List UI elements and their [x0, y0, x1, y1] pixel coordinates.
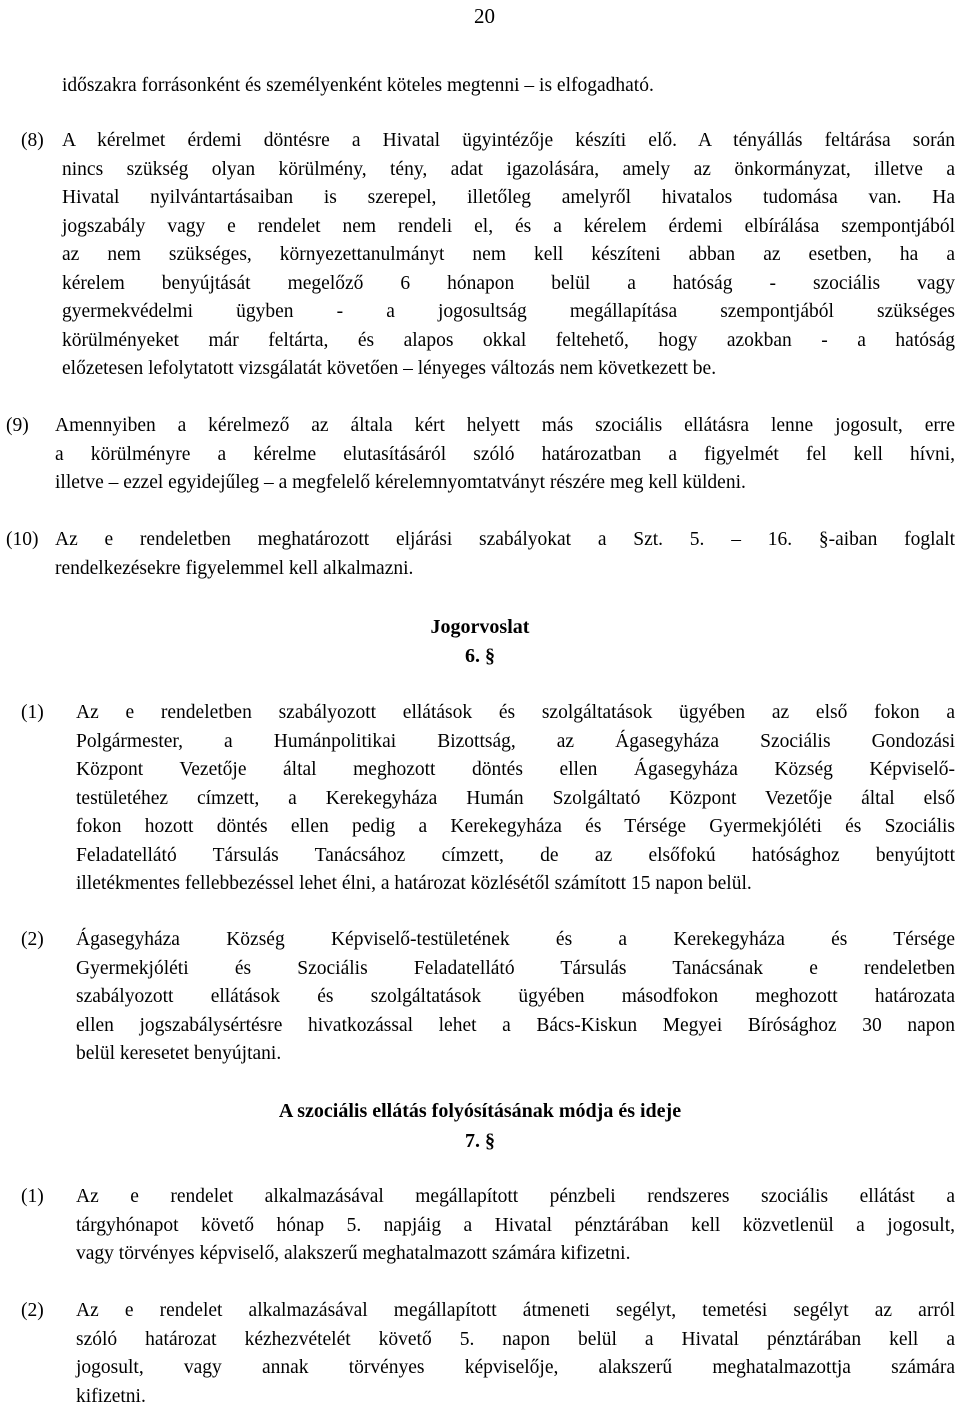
paragraph-number: (10)	[6, 526, 39, 555]
paragraph-number: (9)	[6, 412, 29, 441]
text-line: szabályozott ellátások és szolgáltatások ügyében másodfokon meghozott határozata	[76, 983, 955, 1012]
paragraph-9	[55, 412, 955, 498]
text-line: Feladatellátó Társulás Tanácsához címzett, de az elsőfokú hatósághoz benyújtott	[76, 842, 955, 871]
text-line: A kérelmet érdemi döntésre a Hivatal ügyintézője készíti elő. A tényállás feltárása során	[62, 127, 955, 156]
text-line: tárgyhónapot követő hónap 5. napjáig a Hivatal pénztárában kell közvetlenül a jogosult,	[76, 1212, 955, 1241]
text-line: jogosult, vagy annak törvényes képviselője, alakszerű meghatalmazottja számára	[76, 1354, 955, 1383]
text-line: körülményeket már feltárta, és alapos okkal feltehető, hogy azokban - a hatóság	[62, 327, 955, 356]
section-number: 7. §	[0, 1127, 960, 1156]
text-line: Az e rendelet alkalmazásával megállapított átmeneti segélyt, temetési segélyt az arról	[76, 1297, 955, 1326]
text-line: belül keresetet benyújtani.	[76, 1040, 955, 1069]
text-line: vagy törvényes képviselő, alakszerű meghatalmazott számára kifizetni.	[76, 1240, 955, 1269]
intro-text: időszakra forrásonként és személyenként köteles megtenni – is elfogadható.	[62, 72, 942, 101]
text-line: a körülményre a kérelme elutasításáról szóló határozatban a figyelmét fel kell hívni,	[55, 441, 955, 470]
section7-paragraph-1	[76, 1183, 955, 1269]
text-line: előzetesen lefolytatott vizsgálatát követően – lényeges változás nem következett be.	[62, 355, 955, 384]
text-line: Központ Vezetője által meghozott döntés ellen Ágasegyháza Község Képviselő-	[76, 756, 955, 785]
paragraph-number: (1)	[21, 699, 44, 728]
text-line: Az e rendelet alkalmazásával megállapított pénzbeli rendszeres szociális ellátást a	[76, 1183, 955, 1212]
text-line: ellen jogszabálysértésre hivatkozással lehet a Bács-Kiskun Megyei Bírósághoz 30 napon	[76, 1012, 955, 1041]
paragraph-number: (8)	[21, 127, 44, 156]
text-line: jogszabály vagy e rendelet nem rendeli el, és a kérelem érdemi elbírálása szempontjából	[62, 213, 955, 242]
page-number: 20	[474, 2, 495, 31]
text-line: illetékmentes fellebbezéssel lehet élni, a határozat közlésétől számított 15 napon belül.	[76, 870, 955, 899]
text-line: gyermekvédelmi ügyben - a jogosultság megállapítása szempontjából szükséges	[62, 298, 955, 327]
paragraph-10	[55, 526, 955, 583]
text-line: Amennyiben a kérelmező az általa kért helyett más szociális ellátásra lenne jogosult, erre	[55, 412, 955, 441]
text-line: Az e rendeletben meghatározott eljárási szabályokat a Szt. 5. – 16. §-aiban foglalt	[55, 526, 955, 555]
text-line: Ágasegyháza Község Képviselő-testületének és a Kerekegyháza és Térsége	[76, 926, 955, 955]
text-line: fokon hozott döntés ellen pedig a Kerekegyháza és Térsége Gyermekjóléti és Szociális	[76, 813, 955, 842]
text-line: testületéhez címzett, a Kerekegyháza Humán Szolgáltató Központ Vezetője által első	[76, 785, 955, 814]
text-line: az nem szükséges, környezettanulmányt nem kell készíteni abban az esetben, ha a	[62, 241, 955, 270]
text-line: rendelkezésekre figyelemmel kell alkalmazni.	[55, 555, 955, 584]
section-title: Jogorvoslat	[0, 613, 960, 642]
text-line: nincs szükség olyan körülmény, tény, adat igazolására, amely az önkormányzat, illetve a	[62, 156, 955, 185]
section6-paragraph-1	[76, 699, 955, 899]
text-line: illetve – ezzel egyidejűleg – a megfelelő kérelemnyomtatványt részére meg kell küldeni.	[55, 469, 955, 498]
section-number: 6. §	[0, 642, 960, 671]
text-line: Hivatal nyilvántartásaiban is szerepel, illetőleg amelyről hivatalos tudomása van. Ha	[62, 184, 955, 213]
text-line: Gyermekjóléti és Szociális Feladatellátó Társulás Tanácsának e rendeletben	[76, 955, 955, 984]
text-line: kérelem benyújtását megelőző 6 hónapon belül a hatóság - szociális vagy	[62, 270, 955, 299]
section7-paragraph-2	[76, 1297, 955, 1411]
section-title: A szociális ellátás folyósításának módja és ideje	[0, 1097, 960, 1126]
text-line: Polgármester, a Humánpolitikai Bizottság, az Ágasegyháza Szociális Gondozási	[76, 728, 955, 757]
text-line: kifizetni.	[76, 1383, 955, 1411]
paragraph-number: (2)	[21, 926, 44, 955]
paragraph-number: (2)	[21, 1297, 44, 1326]
text-line: Az e rendeletben szabályozott ellátások és szolgáltatások ügyében az első fokon a	[76, 699, 955, 728]
paragraph-8	[62, 127, 955, 384]
section6-paragraph-2	[76, 926, 955, 1069]
text-line: szóló határozat kézhezvételét követő 5. napon belül a Hivatal pénztárában kell a	[76, 1326, 955, 1355]
paragraph-number: (1)	[21, 1183, 44, 1212]
